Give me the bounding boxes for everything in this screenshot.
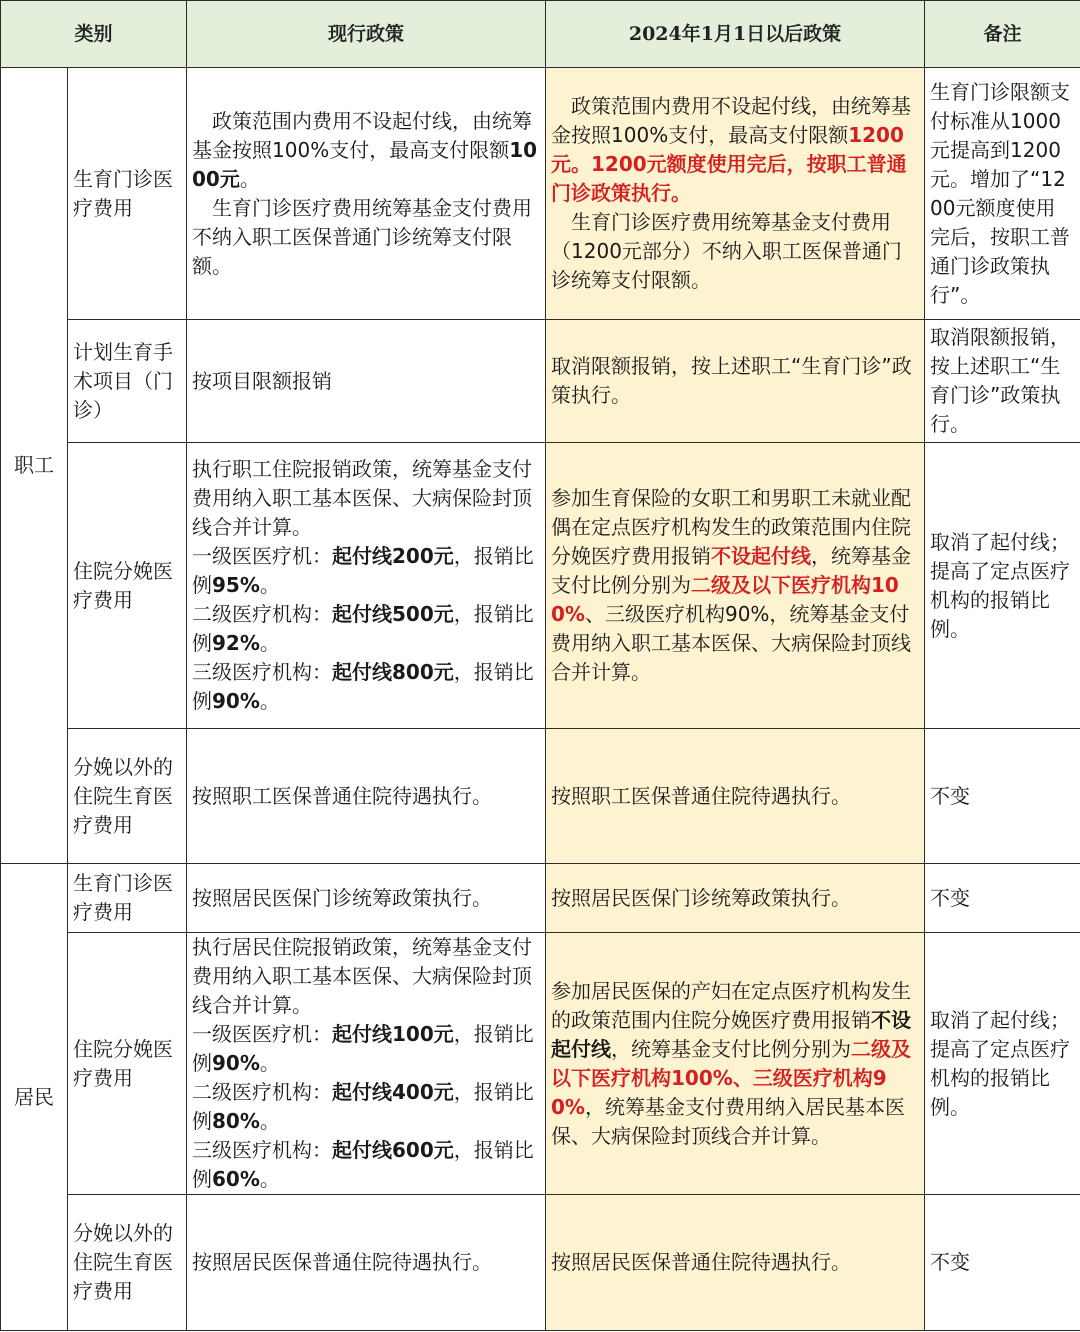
highlight-text: 二级及以下医疗机构100%、三级医疗机构90%: [551, 1036, 912, 1119]
table-row: [1, 864, 1080, 933]
current-policy-cell: 按照居民医保普通住院待遇执行。: [187, 1195, 546, 1331]
subcategory-cell: 住院分娩医疗费用: [68, 933, 187, 1195]
new-policy-cell: 参加居民医保的产妇在定点医疗机构发生的政策范围内住院分娩医疗费用报销不设起付线，统筹基金支付比例分别为二级及以下医疗机构100%、三级医疗机构90%，统筹基金支付费用纳入居民基本医保、大病保险封顶线合并计算。: [546, 933, 925, 1195]
current-policy-cell: 按照职工医保普通住院待遇执行。: [187, 729, 546, 864]
highlight-text: 二级及以下医疗机构100%: [551, 573, 899, 626]
current-policy-cell: 执行居民住院报销政策，统筹基金支付费用纳入职工基本医保、大病保险封顶线合并计算。 一级医医疗机：起付线100元，报销比例90%。 二级医疗机构：起付线400元，报销比例80%。 三级医疗机构：起付线600元，报销比例60%。: [187, 933, 546, 1195]
current-policy-para: 生育门诊医疗费用统筹基金支付费用不纳入职工医保普通门诊统筹支付限额。: [192, 195, 533, 278]
subcategory-cell: 分娩以外的住院生育医疗费用: [68, 729, 187, 864]
remark-cell: 取消限额报销，按上述职工“生育门诊”政策执行。: [925, 320, 1080, 443]
new-policy-cell: 按照职工医保普通住院待遇执行。: [546, 729, 925, 864]
header-row: [1, 1, 1080, 68]
header-remarks: 备注: [925, 1, 1080, 68]
table-row: [1, 443, 1080, 729]
current-policy-para: 政策范围内费用不设起付线，由统筹基金按照100%支付，最高支付限额1000元。: [192, 108, 538, 191]
new-policy-para: 生育门诊医疗费用统筹基金支付费用（1200元部分）不纳入职工医保普通门诊统筹支付限额。: [551, 210, 902, 292]
new-policy-cell: 按照居民医保门诊统筹政策执行。: [546, 864, 925, 933]
table-row: [1, 68, 1080, 320]
remark-cell: 不变: [925, 729, 1080, 864]
new-policy-para: 政策范围内费用不设起付线，由统筹基金按照100%支付，最高支付限额1200元。1200元额度使用完后，按职工普通门诊政策执行。: [551, 94, 912, 205]
header-new-policy: 2024年1月1日以后政策: [546, 1, 925, 68]
subcategory-cell: 分娩以外的住院生育医疗费用: [68, 1195, 187, 1331]
current-policy-cell: 执行职工住院报销政策，统筹基金支付费用纳入职工基本医保、大病保险封顶线合并计算。 一级医医疗机：起付线200元，报销比例95%。 二级医疗机构：起付线500元，报销比例92%。 三级医疗机构：起付线800元，报销比例90%。: [187, 443, 546, 729]
subcategory-cell: 生育门诊医疗费用: [68, 68, 187, 320]
remark-cell: 取消了起付线；提高了定点医疗机构的报销比例。: [925, 443, 1080, 729]
remark-cell: 生育门诊限额支付标准从1000元提高到1200元。增加了“1200元额度使用完后，按职工普通门诊政策执行”。: [925, 68, 1080, 320]
group-resident: 居民: [1, 864, 68, 1331]
header-current-policy: 现行政策: [187, 1, 546, 68]
remark-cell: 不变: [925, 864, 1080, 933]
table-row: [1, 933, 1080, 1195]
table-row: [1, 729, 1080, 864]
subcategory-cell: 计划生育手术项目（门诊）: [68, 320, 187, 443]
remark-cell: 不变: [925, 1195, 1080, 1331]
group-employee: 职工: [1, 68, 68, 864]
subcategory-cell: 生育门诊医疗费用: [68, 864, 187, 933]
new-policy-cell: 按照居民医保普通住院待遇执行。: [546, 1195, 925, 1331]
new-policy-cell: 参加生育保险的女职工和男职工未就业配偶在定点医疗机构发生的政策范围内住院分娩医疗费用报销不设起付线，统筹基金支付比例分别为二级及以下医疗机构100%、三级医疗机构90%，统筹基金支付费用纳入职工基本医保、大病保险封顶线合并计算。: [546, 443, 925, 729]
current-policy-cell: 按照居民医保门诊统筹政策执行。: [187, 864, 546, 933]
current-policy-cell: 按项目限额报销: [187, 320, 546, 443]
remark-cell: 取消了起付线；提高了定点医疗机构的报销比例。: [925, 933, 1080, 1195]
table-row: [1, 320, 1080, 443]
highlight-text: 不设起付线: [711, 544, 812, 568]
current-policy-cell: [187, 68, 546, 320]
subcategory-cell: 住院分娩医疗费用: [68, 443, 187, 729]
new-policy-cell: [546, 68, 925, 320]
header-category: 类别: [1, 1, 187, 68]
table-row: [1, 1195, 1080, 1331]
new-policy-cell: 取消限额报销，按上述职工“生育门诊”政策执行。: [546, 320, 925, 443]
highlight-text: 1200元。1200元额度使用完后，按职工普通门诊政策执行。: [551, 123, 907, 205]
